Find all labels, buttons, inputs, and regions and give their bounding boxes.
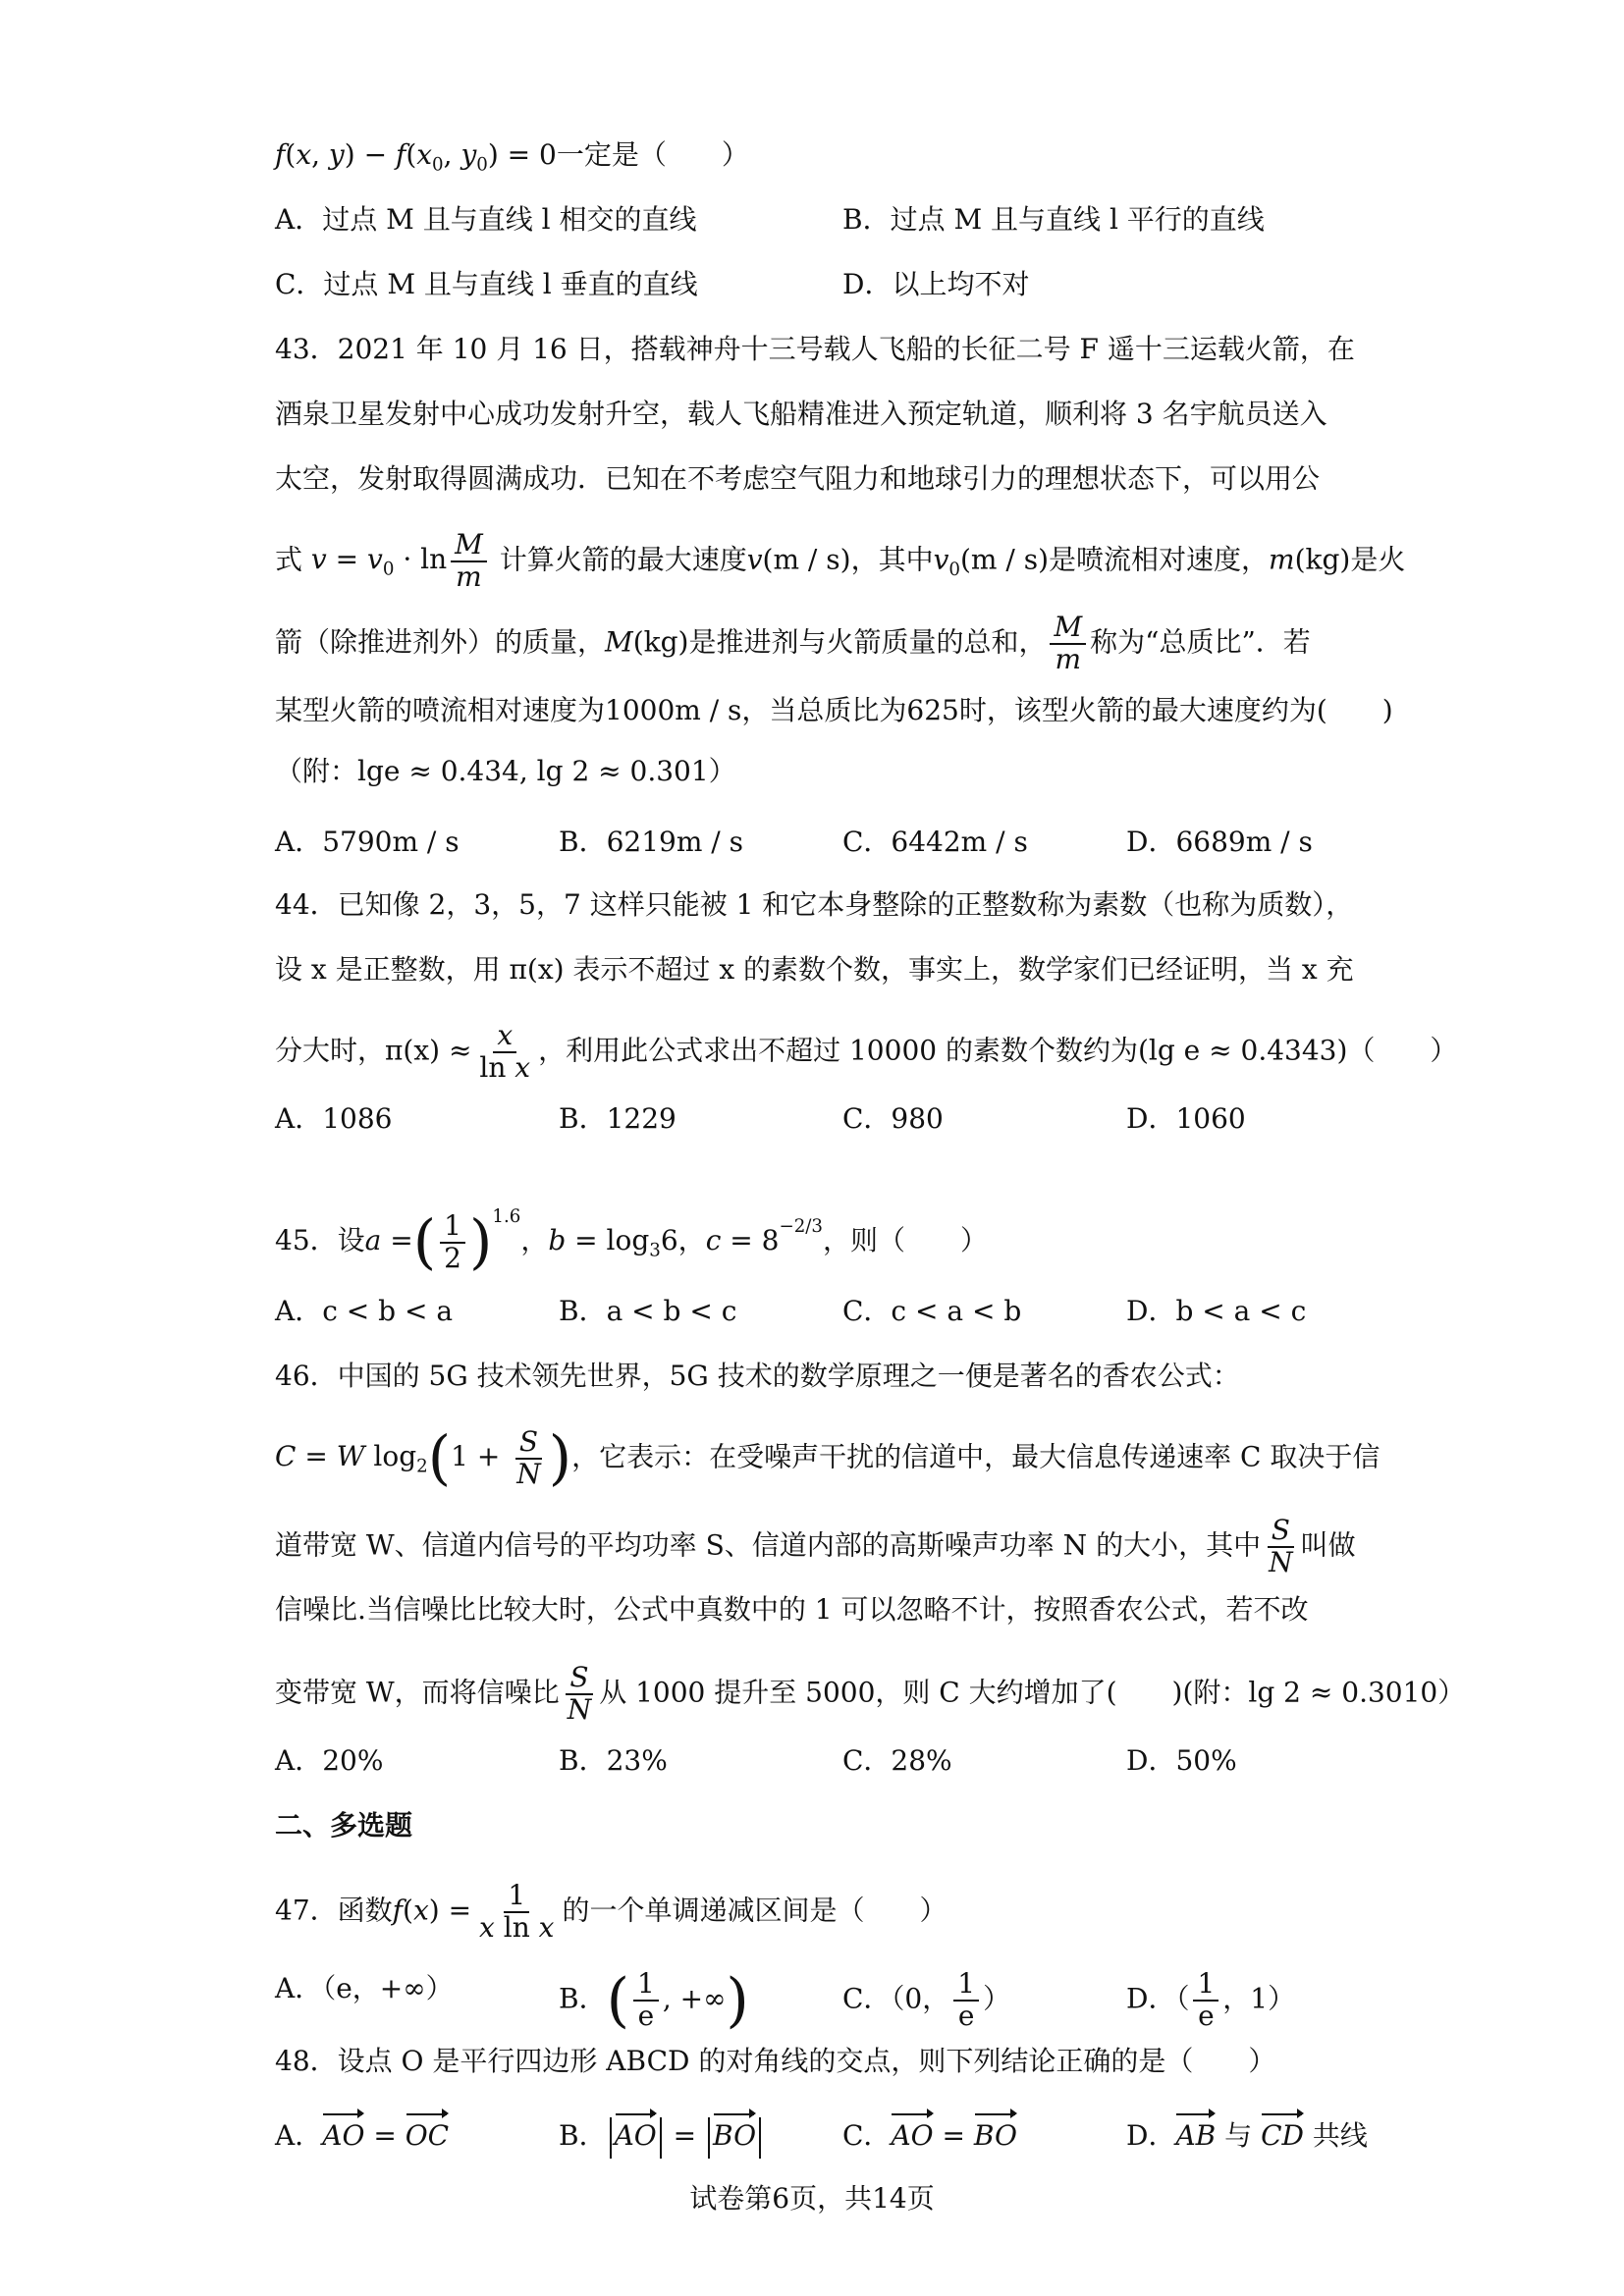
q44-option-d: D．1060 xyxy=(1126,1102,1246,1135)
q43-option-a: A．5790m / s xyxy=(275,826,460,858)
q43-option-c: C．6442m / s xyxy=(842,826,1028,858)
q43-line-7: （附：lge ≈ 0.434, lg 2 ≈ 0.301） xyxy=(275,755,736,787)
q48-option-d: D．AB 与 CD 共线 xyxy=(1126,2116,1368,2156)
q43-line-4: 式 $v = v_0 \cdot \ln$ $\frac{M}{m}$ 计算火箭的最大速度v(m / s)，其中$v_0(m / s)$是喷流相对速度，m(kg)是火 xyxy=(275,528,1406,593)
q46-line-5: 变带宽 W，而将信噪比 $\frac{S}{N}$ 从 1000 提升至 5000，则 C 大约增加了( )(附：lg 2 ≈ 0.3010） xyxy=(275,1661,1466,1726)
q46-option-c: C．28% xyxy=(842,1744,952,1777)
q44-option-b: B．1229 xyxy=(559,1102,677,1135)
q42-option-a: A．过点 M 且与直线 l 相交的直线 xyxy=(275,203,697,236)
q46-line-2: C = W $\log_2(1$ + $\frac{S}{N}$ )，它表示：在受噪声干扰的信道中，最大信息传递速率 C 取决于信 xyxy=(275,1423,1380,1493)
q44-option-a: A．1086 xyxy=(275,1102,393,1135)
q45-option-c: C．c < a < b xyxy=(842,1295,1022,1327)
q45-option-b: B．a < b < c xyxy=(559,1295,737,1327)
q42-option-c: C．过点 M 且与直线 l 垂直的直线 xyxy=(275,268,698,300)
q48-option-b: B． AO = BO xyxy=(559,2116,764,2159)
q46-option-d: D．50% xyxy=(1126,1744,1237,1777)
q42-stem: f(x, $y) - f(x_0$, $y_0) = 0$一定是（ ） xyxy=(275,138,749,176)
q43-line-5: 箭（除推进剂外）的质量，M(kg)是推进剂与火箭质量的总和， $\frac{M}{m}$ 称为“总质比”．若 xyxy=(275,611,1311,675)
q43-line-6: 某型火箭的喷流相对速度为1000m / s，当总质比为625时，该型火箭的最大速度约为( ) xyxy=(275,694,1393,726)
page-footer: 试卷第6页，共14页 xyxy=(689,2182,935,2215)
q46-line-4: 信噪比.当信噪比比较大时，公式中真数中的 1 可以忽略不计，按照香农公式，若不改 xyxy=(275,1593,1309,1626)
q45-stem: 45．设a =( $\frac{1}{2}$ )$^{1.6}$，$b = \log_36$，$c = 8^{-2/3}$，则（ ） xyxy=(275,1206,988,1277)
q47-option-d: D．（ $\frac{1}{e}$ ，1） xyxy=(1126,1967,1296,2032)
q46-option-a: A．20% xyxy=(275,1744,384,1777)
q48-option-a: A．AO = OC xyxy=(275,2116,449,2156)
q48-stem: 48．设点 O 是平行四边形 ABCD 的对角线的交点，则下列结论正确的是（ ） xyxy=(275,2045,1276,2077)
q47-option-a: A．（e，+∞） xyxy=(275,1972,454,2004)
q45-option-d: D．b < a < c xyxy=(1126,1295,1307,1327)
q48-option-c: C．AO = BO xyxy=(842,2116,1017,2156)
q43-option-d: D．6689m / s xyxy=(1126,826,1313,858)
q42-option-d: D．以上均不对 xyxy=(842,268,1030,300)
shannon-formula: C = W $\log_2(1$ + $\frac{S}{N}$ ) xyxy=(275,1423,572,1493)
q47-stem: 47．函数f(x) = $\frac{1}{\text{x ln x}}$ 的一个单调递减区间是（ ） xyxy=(275,1879,947,1944)
q45-option-a: A．c < b < a xyxy=(275,1295,454,1327)
q43-option-b: B．6219m / s xyxy=(559,826,743,858)
q44-option-c: C．980 xyxy=(842,1102,944,1135)
q43-line-3: 太空，发射取得圆满成功．已知在不考虑空气阻力和地球引力的理想状态下，可以用公 xyxy=(275,462,1321,495)
q47-option-c: C．（0， $\frac{1}{e}$ ） xyxy=(842,1967,1011,2032)
q44-line-1: 44．已知像 2，3，5，7 这样只能被 1 和它本身整除的正整数称为素数（也称为质数）， xyxy=(275,888,1354,921)
rocket-formula: $v = v_0 \cdot \ln$ $\frac{M}{m}$ xyxy=(311,543,491,575)
q47-option-b: B．( $\frac{1}{e}$ , +∞) xyxy=(559,1965,749,2035)
q46-option-b: B．23% xyxy=(559,1744,668,1777)
q42-option-b: B．过点 M 且与直线 l 平行的直线 xyxy=(842,203,1265,236)
q44-line-3: 分大时，π(x) ≈ $\frac{x}{\text{ln x}}$ ，利用此公式求出不超过 10000 的素数个数约为(lg e ≈ 0.4343)（ ） xyxy=(275,1019,1458,1084)
q43-line-2: 酒泉卫星发射中心成功发射升空，载人飞船精准进入预定轨道，顺利将 3 名宇航员送入 xyxy=(275,398,1327,430)
q43-line-1: 43．2021 年 10 月 16 日，搭载神舟十三号载人飞船的长征二号 F 遥十三运载火箭，在 xyxy=(275,333,1355,365)
q44-line-2: 设 x 是正整数，用 π(x) 表示不超过 x 的素数个数，事实上，数学家们已经证明，当 x 充 xyxy=(275,953,1354,986)
section-heading: 二、多选题 xyxy=(275,1809,413,1842)
q46-line-1: 46．中国的 5G 技术领先世界，5G 技术的数学原理之一便是著名的香农公式： xyxy=(275,1360,1240,1392)
q46-line-3: 道带宽 W、信道内信号的平均功率 S、信道内部的高斯噪声功率 N 的大小，其中 $\frac{S}{N}$ 叫做 xyxy=(275,1514,1356,1578)
